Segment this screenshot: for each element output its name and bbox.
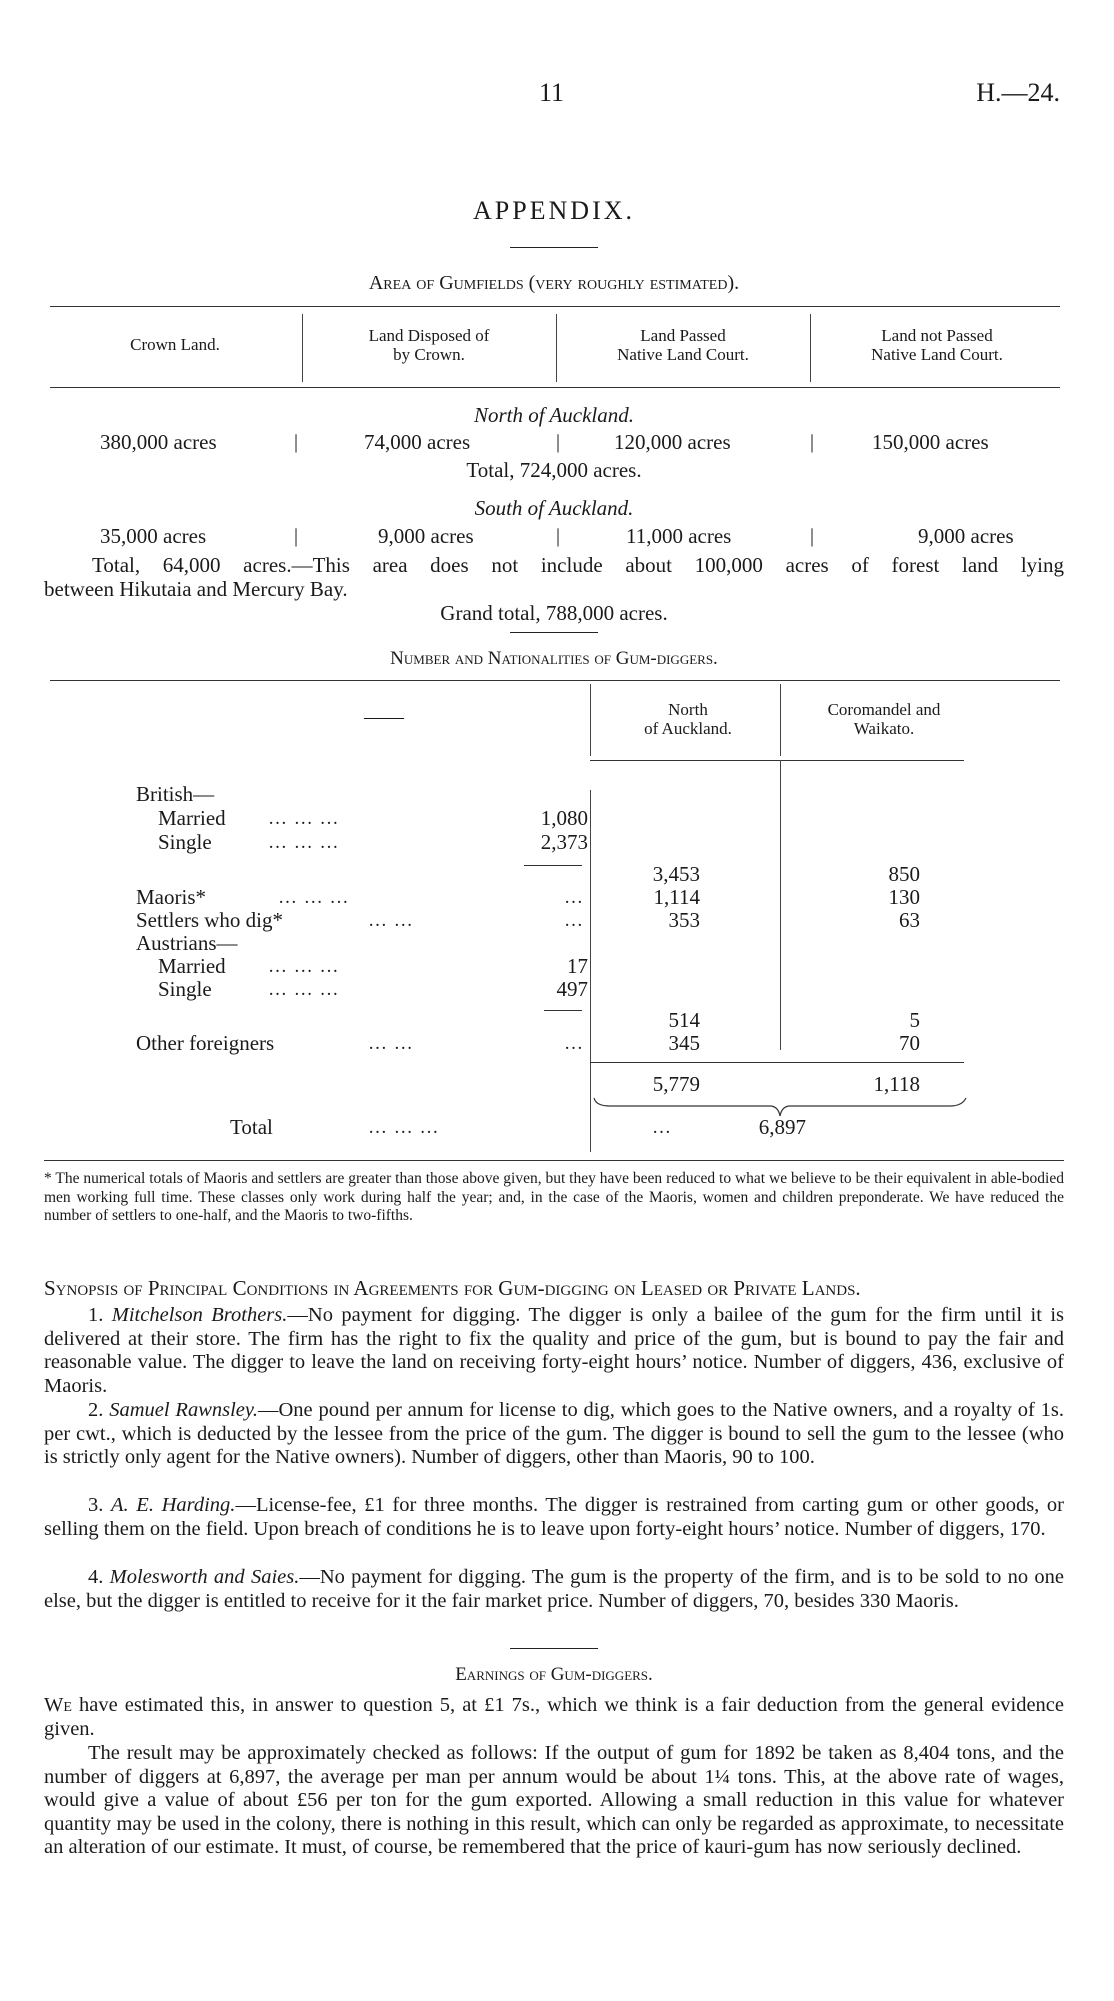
table2-body-divider — [780, 760, 781, 1050]
footnote-rule — [44, 1160, 1064, 1161]
north-of-auckland-label: North of Auckland. — [473, 403, 635, 427]
item-number: 1. — [88, 1304, 104, 1326]
maoris-north-value: 1,114 — [653, 885, 700, 909]
item-text: —License-fee, £1 for three months. The digger is restrained from carting gum or other goods, or selling them on the field. Upon breach of conditions he is to leave upon forty-eight hours’ notice. Number of diggers, 170. — [44, 1494, 1065, 1540]
settlers-coromandel-value: 63 — [899, 908, 920, 932]
table1-header-crown: Crown Land. — [130, 335, 220, 354]
table2-col-divider — [590, 684, 591, 756]
south-disposed-value: 9,000 acres — [378, 524, 474, 548]
south-total-line2: between Hikutaia and Mercury Bay. — [44, 577, 348, 601]
separator-bar: | — [294, 525, 299, 547]
separator-bar: | — [556, 525, 561, 547]
table1-header-passed: Land Passed Native Land Court. — [617, 326, 749, 364]
north-not-passed-value: 150,000 acres — [872, 430, 989, 454]
leader-dots: … … … — [268, 832, 340, 853]
austrians-north-value: 514 — [668, 1008, 700, 1032]
synopsis-title-text: Synopsis of Principal Conditions in Agreements for Gum-digging on Leased or Private Lands. — [44, 1276, 861, 1300]
section-rule — [510, 632, 598, 633]
separator-bar: | — [294, 431, 299, 453]
earnings-paragraph-1 — [44, 1694, 1064, 1741]
row-british-single: Single — [158, 830, 212, 854]
earnings-title — [44, 1664, 1064, 1686]
north-disposed-value: 74,000 acres — [364, 430, 471, 454]
row-maoris: Maoris* — [136, 885, 206, 909]
table1-header-disposed: Land Disposed of by Crown. — [368, 326, 490, 364]
section-rule — [510, 1648, 598, 1649]
south-of-auckland-label: South of Auckland. — [474, 496, 634, 520]
leader-dots: … — [564, 910, 584, 931]
row-british-married: Married — [158, 806, 226, 830]
north-crown-value: 380,000 acres — [100, 430, 217, 454]
row-austrians-married: Married — [158, 954, 226, 978]
north-total: Total, 724,000 acres. — [466, 458, 642, 482]
table2-top-rule — [50, 680, 1060, 681]
item-name: Mitchelson Brothers. — [111, 1304, 288, 1326]
synopsis-item — [44, 1304, 1064, 1398]
separator-bar: | — [810, 431, 815, 453]
table2-header-north: North of Auckland. — [644, 700, 732, 738]
item-text: —No payment for digging. The gum is the property of the firm, and is to be sold to no one else, but the digger is entitled to receive for it the fair market price. Number of diggers, 70, besides 330 Maoris. — [44, 1566, 1065, 1612]
synopsis-item — [44, 1566, 1064, 1613]
grand-total-value: 6,897 — [758, 1115, 806, 1139]
leader-dots: … … … — [268, 808, 340, 829]
item-number: 3. — [88, 1494, 104, 1516]
row-austrians-single: Single — [158, 977, 212, 1001]
document-page — [44, 0, 1064, 2001]
south-crown-value: 35,000 acres — [100, 524, 207, 548]
table1-col-divider — [556, 314, 557, 382]
table1-header-rule — [50, 387, 1060, 388]
earnings-para1-text: have estimated this, in answer to question 5, at £1 7s., which we think is a fair deduction from the general evidence given. — [44, 1694, 1064, 1740]
synopsis-item — [44, 1494, 1064, 1541]
sum-coromandel-value: 1,118 — [873, 1072, 920, 1096]
footnote: * The numerical totals of Maoris and settlers are greater than those above given, but they have been reduced to what we believe to be their equivalent in able-bodied men working full time. These classes only work during half the year; and, in the case of the Maoris, women and children preponderate. We have reduced the number of settlers to one-half, and the Maoris to two-fifths. — [44, 1170, 1064, 1224]
table2-col-divider — [780, 684, 781, 756]
synopsis-title — [44, 1276, 1064, 1301]
leader-dots: … … — [368, 1033, 414, 1054]
leader-dots: … … … — [368, 1117, 440, 1138]
other-coromandel-value: 70 — [899, 1031, 920, 1055]
earnings-paragraph-2: The result may be approximately checked as follows: If the output of gum for 1892 be taken as 8,404 tons, and the number of diggers at 6,897, the average per man per annum would be about 1¼ tons. This, at the above rate of wages, would give a value of about £56 per ton for the gum exported. Allowing a small reduction in this value for whatever quantity may be used in the colony, there is nothing in this result, which can only be regarded as approximate, to necessitate an alteration of our estimate. It must, of course, be remembered that the price of kauri-gum has now seriously declined. — [44, 1742, 1064, 1858]
item-number: 4. — [88, 1566, 104, 1588]
settlers-north-value: 353 — [668, 908, 700, 932]
row-other-foreigners: Other foreigners — [136, 1031, 275, 1055]
table1-top-rule — [50, 306, 1060, 307]
page-number: 11 — [539, 78, 565, 107]
sum-north-value: 5,779 — [652, 1072, 700, 1096]
austrians-single-value: 497 — [556, 977, 588, 1001]
item-text: —One pound per annum for license to dig, which goes to the Native owners, and a royalty of 1s. per cwt., which is deducted by the lessee from the price of the gum. The digger is bound to sell the gum to the lessee (who is strictly only agent for the Native owners). Number of diggers, other than Maoris, 90 to 100. — [44, 1399, 1065, 1468]
grand-total: Grand total, 788,000 acres. — [440, 601, 668, 625]
table2-title — [44, 648, 1064, 670]
earnings-lead-word: We — [44, 1694, 72, 1716]
british-single-value: 2,373 — [540, 830, 588, 854]
south-not-passed-value: 9,000 acres — [918, 524, 1014, 548]
table1-header-not-passed: Land not Passed Native Land Court. — [871, 326, 1003, 364]
table2-header-dash: —— — [364, 706, 404, 728]
table1-col-divider — [810, 314, 811, 382]
item-text: —No payment for digging. The digger is only a bailee of the gum for the firm until it is delivered at their store. The firm has the right to fix the quality and price of the gum, but is bound to pay the fair and reasonable value. The digger to leave the land on receiving forty-eight hours’ notice. Number of diggers, 436, exclusive of Maoris. — [44, 1304, 1064, 1397]
british-coromandel-value: 850 — [888, 862, 920, 886]
table1-col-divider — [302, 314, 303, 382]
austrians-married-value: 17 — [567, 954, 588, 978]
austrians-coromandel-value: 5 — [909, 1008, 920, 1032]
table2-title-text: Number and Nationalities of Gum-diggers. — [390, 648, 718, 669]
item-name: A. E. Harding. — [111, 1494, 236, 1516]
leader-dots: … … … — [268, 956, 340, 977]
leader-dots: … … — [368, 910, 414, 931]
appendix-title: APPENDIX. — [472, 196, 636, 225]
table2-header-coromandel: Coromandel and Waikato. — [827, 700, 941, 738]
south-passed-value: 11,000 acres — [626, 524, 732, 548]
row-british: British— — [136, 782, 215, 806]
item-number: 2. — [88, 1399, 104, 1421]
leader-dots: … … … — [268, 979, 340, 1000]
leader-dots: … — [652, 1117, 672, 1138]
british-north-value: 3,453 — [652, 862, 700, 886]
row-total: Total — [230, 1115, 273, 1139]
earnings-title-text: Earnings of Gum-diggers. — [455, 1664, 653, 1685]
leader-dots: … — [564, 1033, 584, 1054]
row-settlers: Settlers who dig* — [136, 908, 283, 932]
leader-dots: … — [564, 887, 584, 908]
north-passed-value: 120,000 acres — [614, 430, 731, 454]
subtotal-rule — [524, 865, 582, 866]
british-married-value: 1,080 — [540, 806, 588, 830]
table1-title-text: Area of Gumfields (very roughly estimated). — [368, 272, 740, 294]
maoris-coromandel-value: 130 — [888, 885, 920, 909]
separator-bar: | — [810, 525, 815, 547]
item-name: Samuel Rawnsley. — [109, 1399, 258, 1421]
south-total-line1: Total, 64,000 acres.—This area does not include about 100,000 acres of forest land lying — [92, 553, 1064, 577]
table2-header-rule — [590, 760, 964, 761]
sum-rule — [590, 1062, 964, 1063]
title-rule — [510, 247, 598, 248]
row-austrians: Austrians— — [136, 931, 238, 955]
other-north-value: 345 — [668, 1031, 700, 1055]
subtotal-rule — [544, 1010, 582, 1011]
item-name: Molesworth and Saies. — [109, 1566, 300, 1588]
table1-title — [44, 272, 1064, 295]
document-reference: H.—24. — [976, 78, 1060, 107]
synopsis-item — [44, 1399, 1064, 1470]
separator-bar: | — [556, 431, 561, 453]
leader-dots: … … … — [278, 887, 350, 908]
